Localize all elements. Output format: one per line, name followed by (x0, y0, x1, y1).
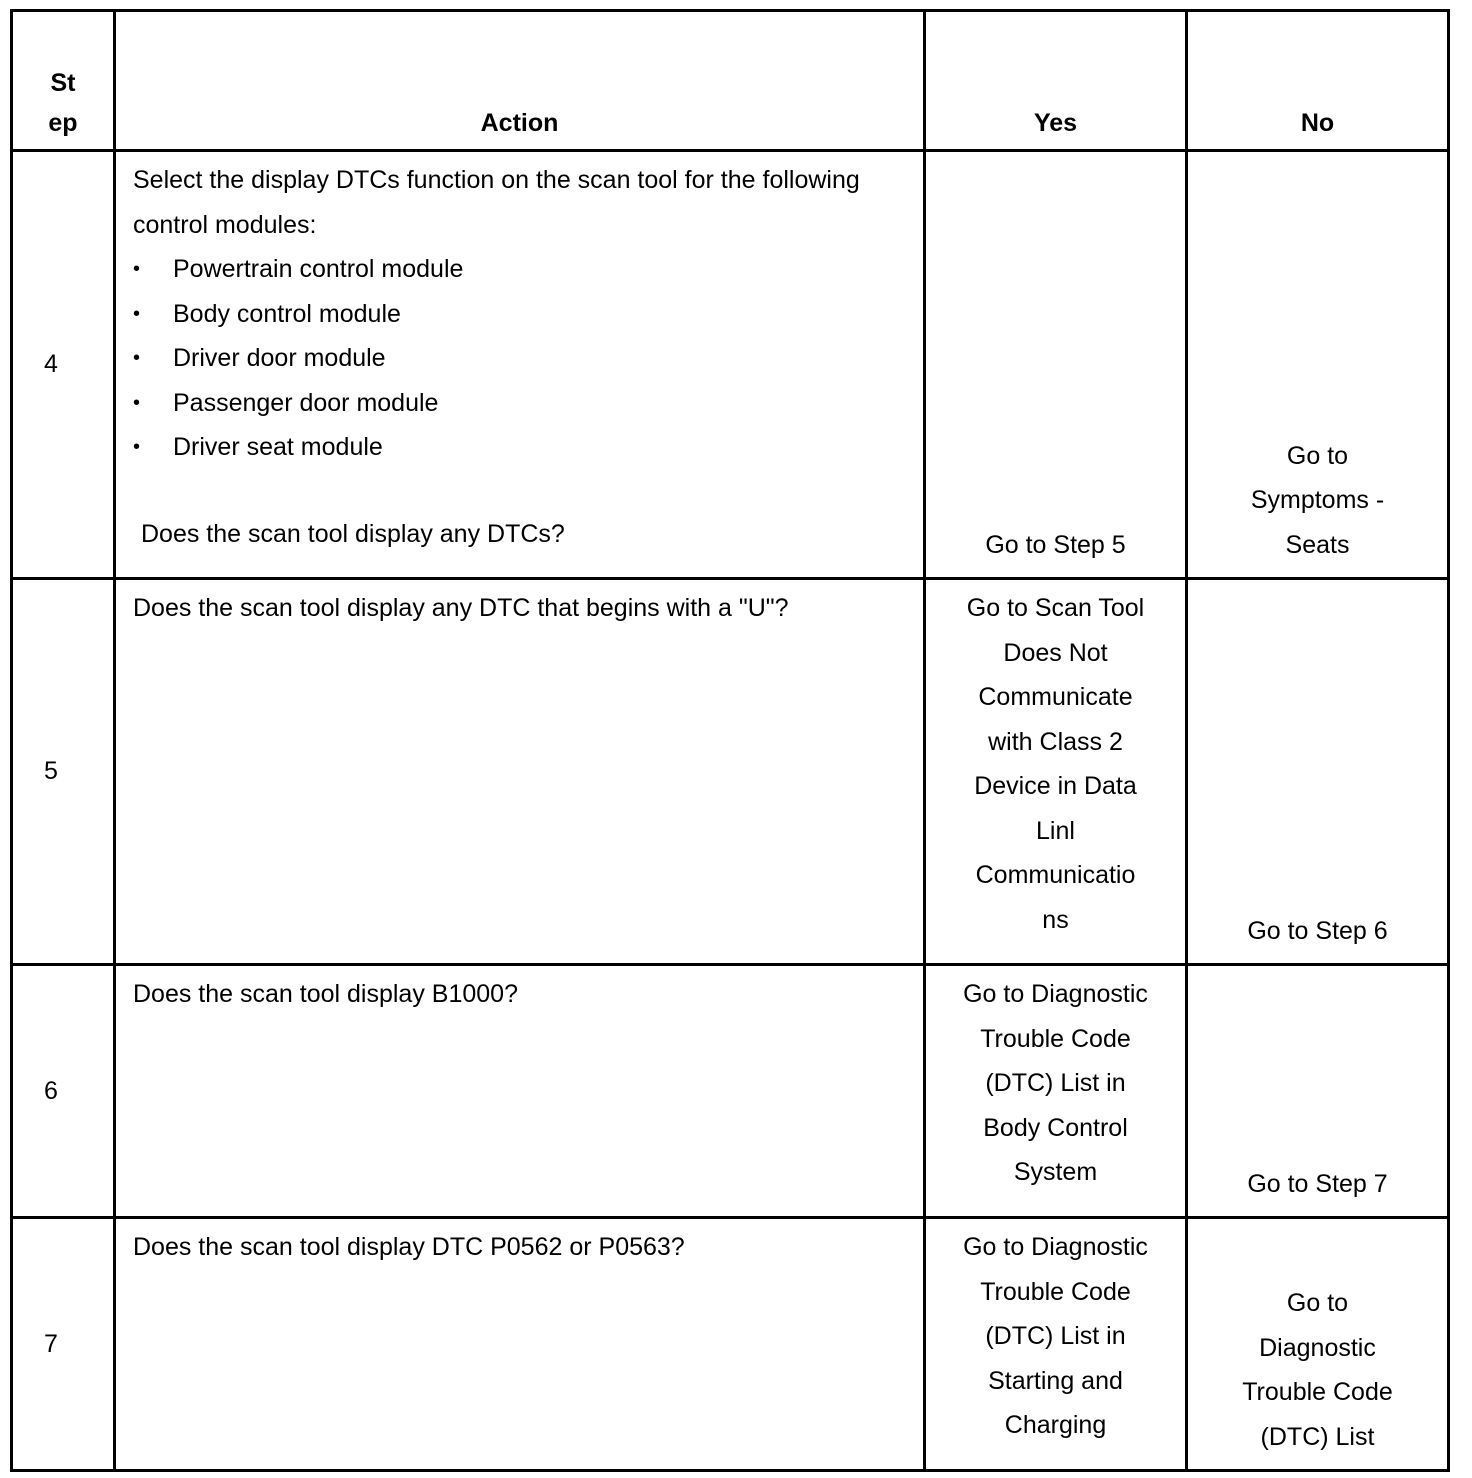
bullet-icon: • (133, 391, 141, 414)
yes-link[interactable]: Go to Step 5 (985, 530, 1126, 559)
no-cell (1187, 965, 1449, 1218)
header-yes: Yes (925, 11, 1187, 151)
yes-cell (925, 151, 1187, 579)
list-item: • Powertrain control module (133, 247, 915, 292)
no-cell (1187, 579, 1449, 965)
no-link[interactable]: Go to Step 6 (1247, 916, 1388, 945)
yes-cell (925, 579, 1187, 965)
table-row (12, 151, 1449, 579)
action-cell (115, 151, 925, 579)
yes-link[interactable]: Go to Diagnostic Trouble Code (DTC) List in Body Control System (963, 980, 1148, 1186)
table-row (12, 579, 1449, 965)
bullet-icon: • (133, 258, 141, 280)
bullet-icon: • (133, 302, 141, 325)
yes-cell (925, 1218, 1187, 1471)
bullet-icon: • (133, 436, 141, 458)
yes-cell (925, 965, 1187, 1218)
step-number: 5 (12, 579, 115, 965)
action-intro: Select the display DTCs function on the scan tool for the following control modules: (133, 166, 860, 239)
list-item: • Passenger door module (133, 381, 915, 426)
yes-link[interactable]: Go to Diagnostic Trouble Code (DTC) List in Starting and Charging (963, 1233, 1148, 1439)
no-link[interactable]: Go to Symptoms - Seats (1250, 441, 1385, 559)
action-question: Does the scan tool display B1000? (115, 965, 925, 1218)
table-row (12, 965, 1449, 1218)
step-number: 7 (12, 1218, 115, 1471)
list-item: • Body control module (133, 292, 915, 337)
bullet-icon: • (133, 347, 141, 369)
diagnostic-table (10, 9, 1450, 1472)
no-link[interactable]: Go to Diagnostic Trouble Code (DTC) List (1242, 1289, 1393, 1451)
no-cell (1187, 1218, 1449, 1471)
header-row (12, 11, 1449, 151)
yes-link[interactable]: Go to Scan Tool Does Not Communicate with Class 2 Device in Data Linl Communicatio ns (966, 594, 1145, 934)
list-item: • Driver door module (133, 336, 915, 381)
no-cell (1187, 151, 1449, 579)
action-question: Does the scan tool display DTC P0562 or P0563? (115, 1218, 925, 1471)
table-row (12, 1218, 1449, 1471)
action-question: Does the scan tool display any DTCs? (141, 519, 565, 548)
step-number: 6 (12, 965, 115, 1218)
action-question: Does the scan tool display any DTC that begins with a "U"? (115, 579, 925, 965)
header-step: St ep (12, 11, 115, 151)
list-item: • Driver seat module (133, 425, 915, 470)
no-link[interactable]: Go to Step 7 (1247, 1169, 1388, 1198)
step-number: 4 (12, 151, 115, 579)
header-action: Action (115, 11, 925, 151)
module-list (133, 247, 915, 470)
header-no: No (1187, 11, 1449, 151)
